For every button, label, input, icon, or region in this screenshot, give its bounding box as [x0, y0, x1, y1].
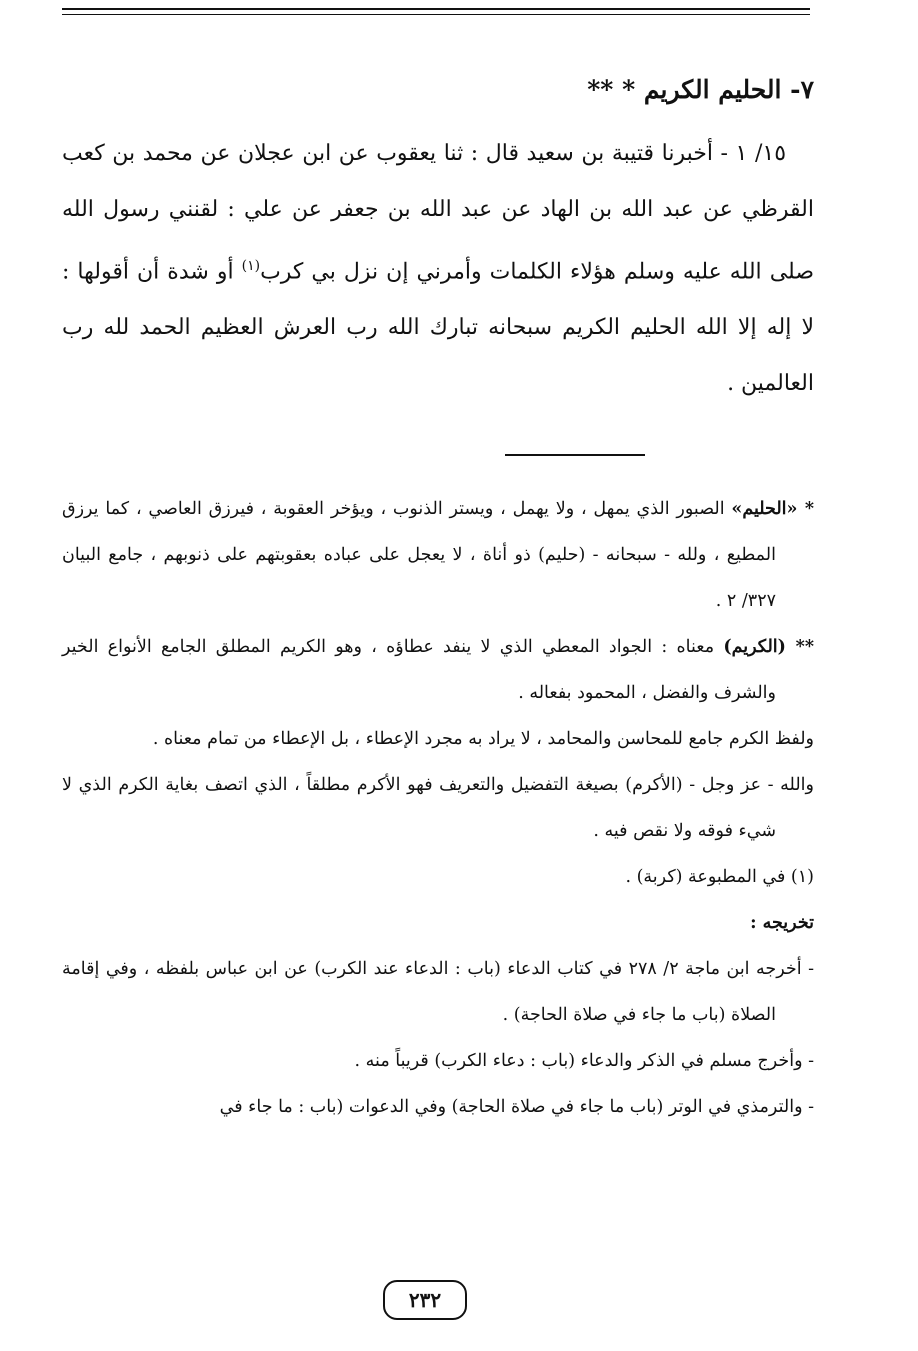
footnotes: [62, 486, 814, 1130]
footnote-halim: * «الحليم» الصبور الذي يمهل ، ولا يهمل ، ويستر الذنوب ، ويؤخر العقوبة ، فيرزق العاصي ، كما يرزق المطيع ، ولله - سبحانه - (حليم) ذو أناة ، لا يعجل على عباده بعقوبتهم على ذنوبهم ، جامع البيان ٣٢٧/ ٢ .: [62, 499, 814, 611]
takhrij-item: - وأخرج مسلم في الذكر والدعاء (باب : دعاء الكرب) قريباً منه .: [354, 1051, 814, 1071]
footnote-one: (١) في المطبوعة (كربة) .: [625, 867, 814, 887]
hadith-number: ١٥/ ١: [735, 141, 787, 166]
takhrij-item: - والترمذي في الوتر (باب ما جاء في صلاة الحاجة) وفي الدعوات (باب : ما جاء في: [219, 1097, 814, 1117]
footnote-akram: والله - عز وجل - (الأكرم) بصيغة التفضيل والتعريف فهو الأكرم مطلقاً ، الذي اتصف بغاية الكرم الذي لا شيء فوقه ولا نقص فيه .: [62, 775, 815, 841]
top-rule: [62, 8, 810, 10]
footnote-halim-term: * «الحليم»: [731, 499, 814, 519]
hadith-lead: - أخبرنا قتيبة بن سعيد قال : ثنا يعقوب عن ابن عجلان عن محمد بن كعب القرظي عن عبد الله بن الهاد عن عبد الله بن جعفر عن علي : لقنني رسول الله صلى الله عليه وسلم هؤلاء الكلمات وأمرني إن نزل بي كرب: [62, 141, 814, 285]
footnote-karam: ولفظ الكرم جامع للمحاسن والمحامد ، لا يراد به مجرد الإعطاء ، بل الإعطاء من تمام معناه .: [152, 729, 814, 749]
top-rule-thin: [62, 14, 810, 15]
takhrij-title: تخريجه :: [750, 913, 814, 933]
hadith-rest: أو شدة أن أقولها : لا إله إلا الله الحليم الكريم سبحانه تبارك الله رب العرش العظيم الحمد لله رب العالمين .: [62, 259, 814, 397]
footnote-karim-term: ** (الكريم): [723, 637, 814, 657]
footnote-karim: ** (الكريم) معناه : الجواد المعطي الذي لا ينفد عطاؤه ، وهو الكريم المطلق الجامع الأنواع الخير والشرف والفضل ، المحمود بفعاله .: [62, 637, 814, 703]
footnote-divider: [505, 454, 645, 456]
page-number: ٢٣٢: [383, 1280, 467, 1320]
section-heading: ٧- الحليم الكريم * **: [587, 75, 814, 104]
takhrij-item: - أخرجه ابن ماجة ٢/ ٢٧٨ في كتاب الدعاء (باب : الدعاء عند الكرب) عن ابن عباس بلفظه ، وفي إقامة الصلاة (باب ما جاء في صلاة الحاجة) .: [62, 959, 814, 1025]
footnote-ref: (١): [241, 258, 261, 274]
hadith-text: [62, 126, 814, 412]
